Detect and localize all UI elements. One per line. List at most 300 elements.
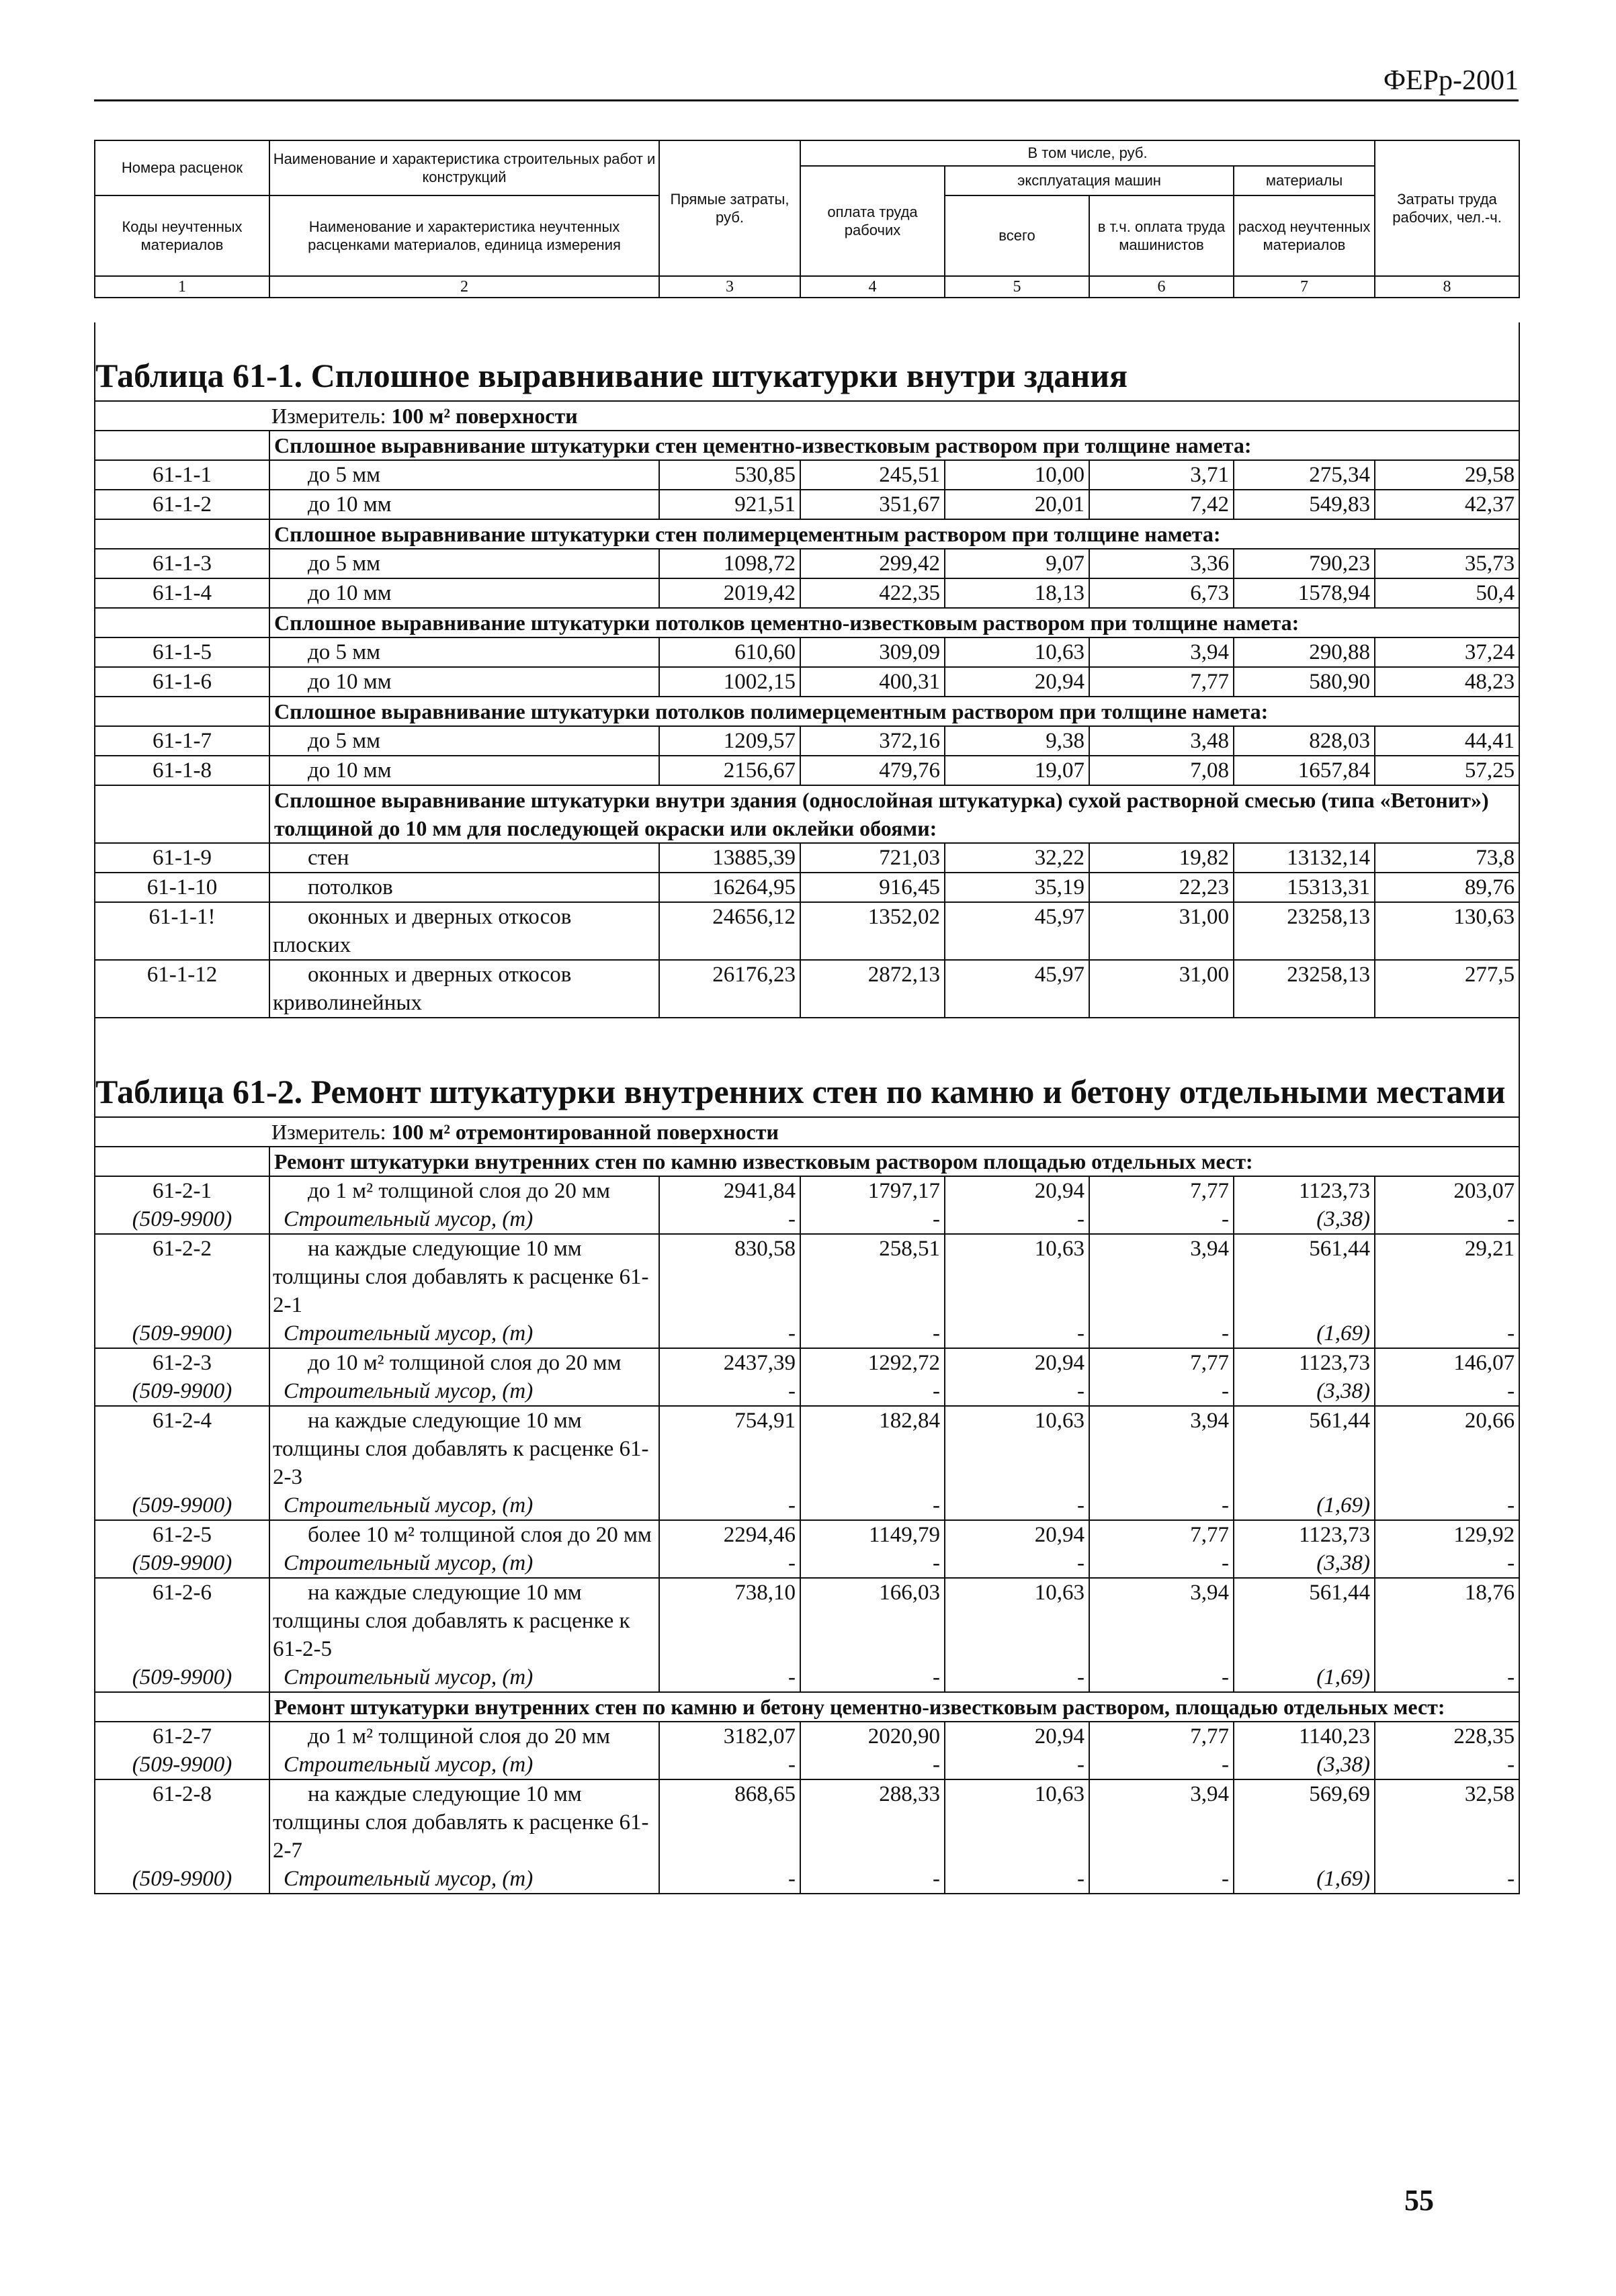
rate-value: 20,01 — [945, 490, 1089, 519]
material-code: (509-9900) — [95, 1319, 269, 1348]
material-value: (1,69) — [1234, 1319, 1375, 1348]
material-description: Строительный мусор, (т) — [269, 1751, 659, 1779]
rate-value: 20,94 — [945, 1722, 1089, 1751]
material-description: Строительный мусор, (т) — [269, 1663, 659, 1692]
material-description: Строительный мусор, (т) — [269, 1319, 659, 1348]
rate-value: 9,07 — [945, 549, 1089, 578]
rate-description: на каждые следующие 10 мм толщины слоя добавлять к расценке 61-2-1 — [269, 1234, 659, 1319]
rate-code: 61-1-2 — [95, 490, 269, 519]
material-value: - — [945, 1377, 1089, 1406]
rate-code: 61-1-8 — [95, 756, 269, 785]
rate-value: 203,07 — [1375, 1176, 1519, 1205]
section-title: Ремонт штукатурки внутренних стен по камню известковым раствором площадью отдельных мест: — [269, 1147, 1519, 1176]
rate-value: 1149,79 — [800, 1520, 945, 1549]
material-row — [95, 1865, 1519, 1894]
rate-value: 20,94 — [945, 1520, 1089, 1549]
rate-value: 45,97 — [945, 902, 1089, 960]
material-value: - — [800, 1491, 945, 1520]
hdr-zatraty: Затраты труда рабочих, чел.-ч. — [1375, 140, 1519, 276]
table-row — [95, 549, 1519, 578]
material-value: - — [800, 1865, 945, 1894]
material-value: - — [659, 1491, 800, 1520]
rate-description: более 10 м² толщиной слоя до 20 мм — [269, 1520, 659, 1549]
rate-value: 57,25 — [1375, 756, 1519, 785]
table-row — [95, 1779, 1519, 1865]
material-value: (1,69) — [1234, 1865, 1375, 1894]
rate-value: 479,76 — [800, 756, 945, 785]
rate-value: 20,94 — [945, 1348, 1089, 1377]
table-row — [95, 1234, 1519, 1319]
table-row — [95, 1520, 1519, 1549]
material-value: - — [1375, 1865, 1519, 1894]
rate-value: 73,8 — [1375, 843, 1519, 873]
material-value: - — [1375, 1491, 1519, 1520]
rate-value: 32,22 — [945, 843, 1089, 873]
rate-value: 31,00 — [1089, 960, 1234, 1018]
material-row — [95, 1549, 1519, 1578]
col-num: 4 — [800, 276, 945, 298]
material-description: Строительный мусор, (т) — [269, 1491, 659, 1520]
material-value: (1,69) — [1234, 1491, 1375, 1520]
rate-value: 7,77 — [1089, 667, 1234, 697]
table-row — [95, 873, 1519, 902]
rate-value: 24656,12 — [659, 902, 800, 960]
rate-value: 50,4 — [1375, 578, 1519, 608]
section-title: Сплошное выравнивание штукатурки потолков полимерцементным раствором при толщине намета: — [269, 697, 1519, 726]
rate-value: 20,94 — [945, 1176, 1089, 1205]
rate-code: 61-2-2 — [95, 1234, 269, 1319]
col-num: 2 — [269, 276, 659, 298]
rate-value: 19,07 — [945, 756, 1089, 785]
rate-code: 61-2-6 — [95, 1578, 269, 1663]
rate-value: 580,90 — [1234, 667, 1375, 697]
rate-value: 2872,13 — [800, 960, 945, 1018]
rate-code: 61-1-9 — [95, 843, 269, 873]
rate-value: 3,94 — [1089, 1779, 1234, 1865]
rate-value: 3,94 — [1089, 1234, 1234, 1319]
section-title: Ремонт штукатурки внутренних стен по камню и бетону цементно-известковым раствором, площадью отдельных мест: — [269, 1692, 1519, 1722]
material-value: (3,38) — [1234, 1377, 1375, 1406]
rate-value: 1140,23 — [1234, 1722, 1375, 1751]
material-value: - — [659, 1865, 800, 1894]
material-row — [95, 1205, 1519, 1234]
material-value: (3,38) — [1234, 1751, 1375, 1779]
material-code: (509-9900) — [95, 1865, 269, 1894]
material-value: - — [800, 1377, 945, 1406]
rate-value: 754,91 — [659, 1406, 800, 1491]
hdr-nomera: Номера расценок — [95, 140, 269, 195]
rate-code: 61-2-3 — [95, 1348, 269, 1377]
rate-description: до 5 мм — [269, 460, 659, 490]
table-row — [95, 490, 1519, 519]
rate-value: 921,51 — [659, 490, 800, 519]
rate-value: 2019,42 — [659, 578, 800, 608]
table-row — [95, 1176, 1519, 1205]
rate-value: 3,36 — [1089, 549, 1234, 578]
table-header — [94, 140, 1520, 298]
section-title: Сплошное выравнивание штукатурки потолков цементно-известковым раствором при толщине намета: — [269, 608, 1519, 637]
table-end-spacer — [95, 1018, 1519, 1039]
table-row — [95, 756, 1519, 785]
rate-value: 830,58 — [659, 1234, 800, 1319]
rate-value: 228,35 — [1375, 1722, 1519, 1751]
hdr-vtch: в т.ч. оплата труда машинистов — [1089, 195, 1234, 276]
rate-value: 1352,02 — [800, 902, 945, 960]
hdr-pryamye: Прямые затраты, руб. — [659, 140, 800, 276]
running-head — [94, 62, 1519, 101]
rate-value: 3,94 — [1089, 637, 1234, 667]
material-value: - — [945, 1663, 1089, 1692]
rate-value: 3,94 — [1089, 1406, 1234, 1491]
rate-value: 13132,14 — [1234, 843, 1375, 873]
page-number: 55 — [1404, 2184, 1434, 2217]
rate-value: 790,23 — [1234, 549, 1375, 578]
rate-description: потолков — [269, 873, 659, 902]
rate-value: 10,63 — [945, 1406, 1089, 1491]
material-value: (3,38) — [1234, 1205, 1375, 1234]
rate-value: 42,37 — [1375, 490, 1519, 519]
rate-value: 7,08 — [1089, 756, 1234, 785]
rate-value: 16264,95 — [659, 873, 800, 902]
material-value: - — [945, 1549, 1089, 1578]
material-value: - — [800, 1549, 945, 1578]
rate-description: стен — [269, 843, 659, 873]
rate-value: 1209,57 — [659, 726, 800, 756]
rate-code: 61-2-4 — [95, 1406, 269, 1491]
table-row — [95, 637, 1519, 667]
rate-value: 35,73 — [1375, 549, 1519, 578]
rate-value: 10,63 — [945, 1578, 1089, 1663]
section-spacer — [95, 785, 269, 843]
rate-code: 61-1-7 — [95, 726, 269, 756]
rate-value: 288,33 — [800, 1779, 945, 1865]
table-row — [95, 578, 1519, 608]
rate-value: 1002,15 — [659, 667, 800, 697]
rate-description: до 10 мм — [269, 667, 659, 697]
rate-code: 61-1-1! — [95, 902, 269, 960]
material-code: (509-9900) — [95, 1205, 269, 1234]
rate-value: 7,77 — [1089, 1348, 1234, 1377]
rate-value: 1578,94 — [1234, 578, 1375, 608]
material-value: - — [800, 1205, 945, 1234]
material-value: - — [1375, 1319, 1519, 1348]
section-spacer — [95, 697, 269, 726]
rate-value: 6,73 — [1089, 578, 1234, 608]
rate-value: 290,88 — [1234, 637, 1375, 667]
material-value: - — [1089, 1205, 1234, 1234]
section-spacer — [95, 608, 269, 637]
rate-value: 44,41 — [1375, 726, 1519, 756]
rate-code: 61-1-6 — [95, 667, 269, 697]
rate-value: 23258,13 — [1234, 960, 1375, 1018]
material-value: - — [1375, 1751, 1519, 1779]
material-code: (509-9900) — [95, 1751, 269, 1779]
material-row — [95, 1491, 1519, 1520]
running-head-text: ФЕРр-2001 — [1383, 65, 1519, 96]
material-code: (509-9900) — [95, 1491, 269, 1520]
rate-value: 166,03 — [800, 1578, 945, 1663]
hdr-materialy: материалы — [1234, 166, 1375, 195]
rate-value: 31,00 — [1089, 902, 1234, 960]
rate-code: 61-2-1 — [95, 1176, 269, 1205]
rate-value: 2941,84 — [659, 1176, 800, 1205]
rate-value: 309,09 — [800, 637, 945, 667]
price-table — [94, 322, 1520, 1894]
table-row — [95, 960, 1519, 1018]
rate-value: 7,42 — [1089, 490, 1234, 519]
col-num: 3 — [659, 276, 800, 298]
rate-value: 299,42 — [800, 549, 945, 578]
hdr-ekspl: эксплуатация машин — [945, 166, 1234, 195]
rate-value: 277,5 — [1375, 960, 1519, 1018]
measure-unit: 100 м² отремонтированной поверхности — [391, 1120, 779, 1144]
material-value: - — [659, 1319, 800, 1348]
rate-value: 1657,84 — [1234, 756, 1375, 785]
t2-title: Таблица 61-2. Ремонт штукатурки внутренних стен по камню и бетону отдельными местами — [95, 1039, 1519, 1117]
material-value: - — [1375, 1205, 1519, 1234]
material-value: - — [945, 1865, 1089, 1894]
material-row — [95, 1319, 1519, 1348]
rate-value: 1123,73 — [1234, 1348, 1375, 1377]
rate-value: 15313,31 — [1234, 873, 1375, 902]
table-row — [95, 843, 1519, 873]
material-value: - — [659, 1377, 800, 1406]
rate-value: 1098,72 — [659, 549, 800, 578]
rate-value: 275,34 — [1234, 460, 1375, 490]
t2-measure — [95, 1117, 1519, 1147]
table-row — [95, 1722, 1519, 1751]
rate-value: 1797,17 — [800, 1176, 945, 1205]
rate-value: 130,63 — [1375, 902, 1519, 960]
rate-value: 7,77 — [1089, 1722, 1234, 1751]
t1-measure — [95, 401, 1519, 431]
rate-value: 29,21 — [1375, 1234, 1519, 1319]
rate-description: до 5 мм — [269, 726, 659, 756]
rate-value: 258,51 — [800, 1234, 945, 1319]
rate-description: до 5 мм — [269, 549, 659, 578]
rate-value: 20,66 — [1375, 1406, 1519, 1491]
material-description: Строительный мусор, (т) — [269, 1865, 659, 1894]
rate-value: 18,76 — [1375, 1578, 1519, 1663]
section-spacer — [95, 431, 269, 460]
measure-unit: 100 м² поверхности — [391, 404, 578, 428]
material-code: (509-9900) — [95, 1549, 269, 1578]
rate-code: 61-1-3 — [95, 549, 269, 578]
material-value: - — [1375, 1549, 1519, 1578]
rate-value: 3,48 — [1089, 726, 1234, 756]
hdr-vsego: всего — [945, 195, 1089, 276]
rate-value: 351,67 — [800, 490, 945, 519]
rate-value: 561,44 — [1234, 1234, 1375, 1319]
rate-code: 61-2-7 — [95, 1722, 269, 1751]
rate-value: 2156,67 — [659, 756, 800, 785]
rate-value: 48,23 — [1375, 667, 1519, 697]
rate-value: 530,85 — [659, 460, 800, 490]
material-value: - — [945, 1491, 1089, 1520]
rate-value: 422,35 — [800, 578, 945, 608]
hdr-kody: Коды неучтенных материалов — [95, 195, 269, 276]
rate-description: оконных и дверных откосов криволинейных — [269, 960, 659, 1018]
rate-value: 610,60 — [659, 637, 800, 667]
section-spacer — [95, 1692, 269, 1722]
table-row — [95, 460, 1519, 490]
hdr-v-tom-chisle: В том числе, руб. — [800, 140, 1375, 166]
material-description: Строительный мусор, (т) — [269, 1549, 659, 1578]
table-row — [95, 726, 1519, 756]
rate-value: 45,97 — [945, 960, 1089, 1018]
hdr-rashod: расход неучтенных материалов — [1234, 195, 1375, 276]
hdr-naim1: Наименование и характеристика строительных работ и конструкций — [269, 140, 659, 195]
rate-code: 61-1-1 — [95, 460, 269, 490]
section-title: Сплошное выравнивание штукатурки внутри здания (однослойная штукатурка) сухой растворной смесью (типа «Ветонит») толщиной до 10 мм для последующей окраски или оклейки обоями: — [269, 785, 1519, 843]
rate-value: 569,69 — [1234, 1779, 1375, 1865]
rate-value: 7,77 — [1089, 1176, 1234, 1205]
rate-value: 3,94 — [1089, 1578, 1234, 1663]
col-num: 6 — [1089, 276, 1234, 298]
rate-description: на каждые следующие 10 мм толщины слоя добавлять к расценке 61-2-7 — [269, 1779, 659, 1865]
hdr-naim2: Наименование и характеристика неучтенных расценками материалов, единица измерения — [269, 195, 659, 276]
material-value: - — [800, 1319, 945, 1348]
material-value: - — [1089, 1377, 1234, 1406]
material-value: - — [1089, 1549, 1234, 1578]
rate-value: 372,16 — [800, 726, 945, 756]
material-row — [95, 1377, 1519, 1406]
rate-code: 61-1-12 — [95, 960, 269, 1018]
material-value: - — [800, 1751, 945, 1779]
rate-value: 19,82 — [1089, 843, 1234, 873]
section-title: Сплошное выравнивание штукатурки стен полимерцементным раствором при толщине намета: — [269, 519, 1519, 549]
rate-code: 61-1-5 — [95, 637, 269, 667]
rate-value: 868,65 — [659, 1779, 800, 1865]
rate-value: 549,83 — [1234, 490, 1375, 519]
rate-description: до 5 мм — [269, 637, 659, 667]
rate-value: 916,45 — [800, 873, 945, 902]
rate-value: 7,77 — [1089, 1520, 1234, 1549]
rate-value: 561,44 — [1234, 1406, 1375, 1491]
rate-value: 22,23 — [1089, 873, 1234, 902]
material-value: - — [659, 1205, 800, 1234]
t1-title: Таблица 61-1. Сплошное выравнивание штукатурки внутри здания — [95, 322, 1519, 401]
rate-value: 35,19 — [945, 873, 1089, 902]
rate-value: 10,00 — [945, 460, 1089, 490]
material-description: Строительный мусор, (т) — [269, 1205, 659, 1234]
material-value: - — [1089, 1751, 1234, 1779]
col-num: 8 — [1375, 276, 1519, 298]
material-value: (3,38) — [1234, 1549, 1375, 1578]
rate-value: 2294,46 — [659, 1520, 800, 1549]
section-spacer — [95, 519, 269, 549]
material-value: - — [659, 1751, 800, 1779]
rate-code: 61-2-5 — [95, 1520, 269, 1549]
material-value: - — [1089, 1491, 1234, 1520]
rate-value: 9,38 — [945, 726, 1089, 756]
rate-value: 32,58 — [1375, 1779, 1519, 1865]
material-value: - — [945, 1205, 1089, 1234]
table-row — [95, 1578, 1519, 1663]
rate-code: 61-1-10 — [95, 873, 269, 902]
material-value: - — [659, 1549, 800, 1578]
material-row — [95, 1663, 1519, 1692]
material-value: - — [1375, 1377, 1519, 1406]
table-row — [95, 1406, 1519, 1491]
rate-description: до 10 мм — [269, 578, 659, 608]
rate-description: на каждые следующие 10 мм толщины слоя добавлять к расценке 61-2-3 — [269, 1406, 659, 1491]
rate-description: оконных и дверных откосов плоских — [269, 902, 659, 960]
material-value: - — [1089, 1865, 1234, 1894]
rate-value: 182,84 — [800, 1406, 945, 1491]
rate-value: 245,51 — [800, 460, 945, 490]
rate-value: 23258,13 — [1234, 902, 1375, 960]
rate-description: до 10 мм — [269, 756, 659, 785]
rate-value: 129,92 — [1375, 1520, 1519, 1549]
section-spacer — [95, 1147, 269, 1176]
rate-value: 738,10 — [659, 1578, 800, 1663]
material-row — [95, 1751, 1519, 1779]
rate-code: 61-2-8 — [95, 1779, 269, 1865]
rate-description: до 1 м² толщиной слоя до 20 мм — [269, 1176, 659, 1205]
rate-value: 828,03 — [1234, 726, 1375, 756]
col-num: 7 — [1234, 276, 1375, 298]
material-description: Строительный мусор, (т) — [269, 1377, 659, 1406]
rate-code: 61-1-4 — [95, 578, 269, 608]
rate-value: 13885,39 — [659, 843, 800, 873]
rate-value: 10,63 — [945, 1234, 1089, 1319]
rate-description: до 10 м² толщиной слоя до 20 мм — [269, 1348, 659, 1377]
rate-value: 3182,07 — [659, 1722, 800, 1751]
rate-value: 18,13 — [945, 578, 1089, 608]
material-code: (509-9900) — [95, 1663, 269, 1692]
material-value: - — [1089, 1663, 1234, 1692]
hdr-oplata: оплата труда рабочих — [800, 166, 945, 276]
table-row — [95, 902, 1519, 960]
rate-value: 400,31 — [800, 667, 945, 697]
rate-value: 1123,73 — [1234, 1176, 1375, 1205]
material-value: - — [1375, 1663, 1519, 1692]
rate-value: 561,44 — [1234, 1578, 1375, 1663]
material-value: - — [945, 1319, 1089, 1348]
rate-value: 10,63 — [945, 637, 1089, 667]
rate-value: 146,07 — [1375, 1348, 1519, 1377]
material-value: (1,69) — [1234, 1663, 1375, 1692]
rate-value: 29,58 — [1375, 460, 1519, 490]
rate-value: 3,71 — [1089, 460, 1234, 490]
rate-value: 89,76 — [1375, 873, 1519, 902]
material-value: - — [945, 1751, 1089, 1779]
rate-value: 20,94 — [945, 667, 1089, 697]
measure-label: Измеритель: — [271, 404, 392, 428]
table-row — [95, 1348, 1519, 1377]
material-code: (509-9900) — [95, 1377, 269, 1406]
rate-value: 37,24 — [1375, 637, 1519, 667]
rate-description: на каждые следующие 10 мм толщины слоя добавлять к расценке к 61-2-5 — [269, 1578, 659, 1663]
rate-value: 1123,73 — [1234, 1520, 1375, 1549]
rate-value: 1292,72 — [800, 1348, 945, 1377]
rate-value: 2020,90 — [800, 1722, 945, 1751]
rate-description: до 10 мм — [269, 490, 659, 519]
table-row — [95, 667, 1519, 697]
rate-value: 10,63 — [945, 1779, 1089, 1865]
col-num: 1 — [95, 276, 269, 298]
rate-value: 721,03 — [800, 843, 945, 873]
material-value: - — [659, 1663, 800, 1692]
rate-value: 26176,23 — [659, 960, 800, 1018]
rate-description: до 1 м² толщиной слоя до 20 мм — [269, 1722, 659, 1751]
rate-value: 2437,39 — [659, 1348, 800, 1377]
col-num: 5 — [945, 276, 1089, 298]
material-value: - — [800, 1663, 945, 1692]
section-title: Сплошное выравнивание штукатурки стен цементно-известковым раствором при толщине намета: — [269, 431, 1519, 460]
material-value: - — [1089, 1319, 1234, 1348]
